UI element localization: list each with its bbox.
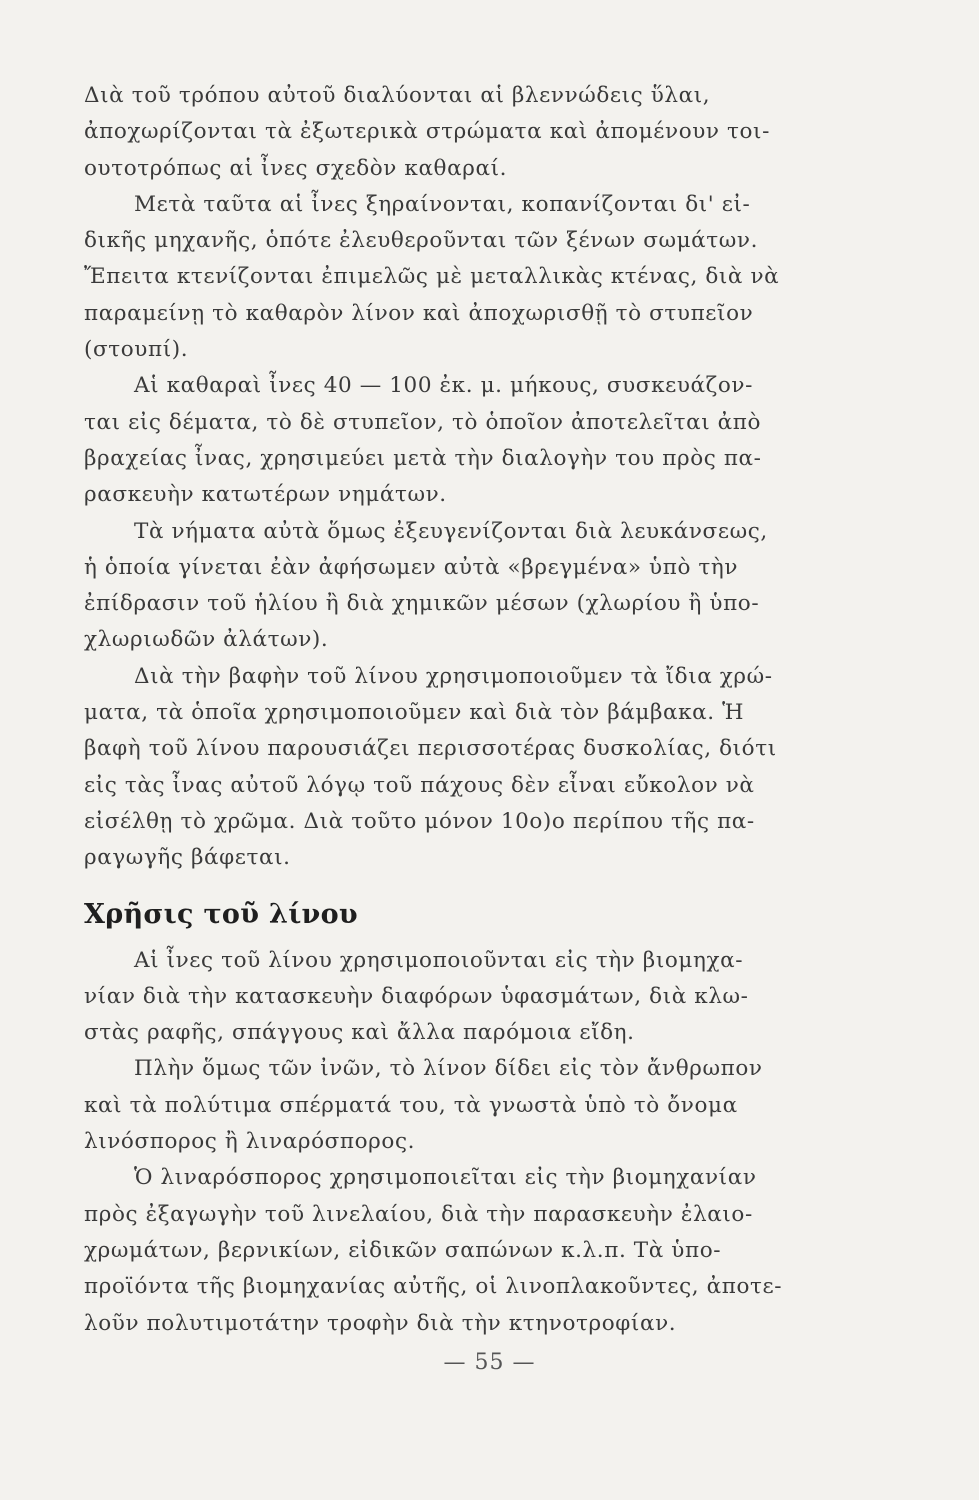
text-line: Ἔπειτα κτενίζονται ἐπιμελῶς μὲ μεταλλικὰς κτένας, διὰ νὰ	[84, 264, 780, 290]
paragraph-1	[84, 78, 844, 187]
text-line: χρωμάτων, βερνικίων, εἰδικῶν σαπώνων κ.λ.π. Τὰ ὑπο-	[84, 1237, 722, 1263]
text-line: Πλὴν ὅμως τῶν ἰνῶν, τὸ λίνον δίδει εἰς τὸν ἄνθρωπον	[134, 1056, 763, 1082]
paragraph-3	[84, 368, 844, 513]
text-line: Αἱ καθαραὶ ἶνες 40 — 100 ἐκ. μ. μήκους, συσκευάζον-	[134, 373, 753, 399]
text-line: στὰς ραφῆς, σπάγγους καὶ ἄλλα παρόμοια εἴδη.	[84, 1020, 635, 1046]
text-line: ραγωγῆς βάφεται.	[84, 845, 291, 871]
book-page	[84, 78, 844, 1342]
text-line: βαφὴ τοῦ λίνου παρουσιάζει περισσοτέρας δυσκολίας, διότι	[84, 736, 777, 762]
text-line: δικῆς μηχανῆς, ὁπότε ἐλευθεροῦνται τῶν ξένων σωμάτων.	[84, 228, 759, 254]
text-line: Διὰ τὴν βαφὴν τοῦ λίνου χρησιμοποιοῦμεν τὰ ἴδια χρώ-	[134, 663, 773, 689]
text-line: ματα, τὰ ὁποῖα χρησιμοποιοῦμεν καὶ διὰ τὸν βάμβακα. Ἡ	[84, 700, 745, 726]
paragraph-6	[84, 943, 844, 1052]
paragraph-8	[84, 1160, 844, 1341]
paragraph-7	[84, 1051, 844, 1160]
text-line: εἰσέλθῃ τὸ χρῶμα. Διὰ τοῦτο μόνον 10ο)ο περίπου τῆς πα-	[84, 808, 755, 834]
text-line: ἡ ὁποία γίνεται ἐὰν ἀφήσωμεν αὐτὰ «βρεγμένα» ὑπὸ τὴν	[84, 554, 739, 580]
text-line: ἐπίδρασιν τοῦ ἡλίου ἢ διὰ χημικῶν μέσων (χλωρίου ἢ ὑπο-	[84, 591, 760, 617]
text-line: Τὰ νήματα αὐτὰ ὅμως ἐξευγενίζονται διὰ λευκάνσεως,	[134, 518, 768, 544]
paragraph-2	[84, 187, 844, 368]
text-line: Μετὰ ταῦτα αἱ ἶνες ξηραίνονται, κοπανίζονται δι' εἰ-	[134, 191, 751, 217]
section-heading: Χρῆσις τοῦ λίνου	[84, 898, 358, 930]
text-line: νίαν διὰ τὴν κατασκευὴν διαφόρων ὑφασμάτων, διὰ κλω-	[84, 983, 749, 1009]
text-line: Αἱ ἶνες τοῦ λίνου χρησιμοποιοῦνται εἰς τὴν βιομηχα-	[134, 947, 744, 973]
text-line: Διὰ τοῦ τρόπου αὐτοῦ διαλύονται αἱ βλεννώδεις ὕλαι,	[84, 83, 711, 108]
text-line: χλωριωδῶν ἀλάτων).	[84, 627, 329, 653]
paragraph-4	[84, 514, 844, 659]
text-line: προϊόντα τῆς βιομηχανίας αὐτῆς, οἱ λινοπλακοῦντες, ἀποτε-	[84, 1274, 783, 1300]
page-number: — 55 —	[443, 1350, 536, 1375]
text-line: βραχείας ἶνας, χρησιμεύει μετὰ τὴν διαλογὴν του πρὸς πα-	[84, 445, 762, 471]
text-line: λοῦν πολυτιμοτάτην τροφὴν διὰ τὴν κτηνοτροφίαν.	[84, 1310, 677, 1336]
text-line: καὶ τὰ πολύτιμα σπέρματά του, τὰ γνωστὰ ὑπὸ τὸ ὄνομα	[84, 1092, 738, 1118]
text-line: ρασκευὴν κατωτέρων νημάτων.	[84, 482, 447, 508]
text-line: λινόσπορος ἢ λιναρόσπορος.	[84, 1129, 416, 1155]
text-line: ουτοτρόπως αἱ ἶνες σχεδὸν καθαραί.	[84, 155, 508, 181]
text-line: ἀποχωρίζονται τὰ ἐξωτερικὰ στρώματα καὶ ἀπομένουν τοι-	[84, 119, 770, 145]
text-line: εἰς τὰς ἶνας αὐτοῦ λόγῳ τοῦ πάχους δὲν εἶναι εὔκολον νὰ	[84, 772, 755, 798]
text-line: (στουπί).	[84, 337, 189, 363]
text-line: ται εἰς δέματα, τὸ δὲ στυπεῖον, τὸ ὁποῖον ἀποτελεῖται ἀπὸ	[84, 409, 762, 435]
text-line: παραμείνῃ τὸ καθαρὸν λίνον καὶ ἀποχωρισθῇ τὸ στυπεῖον	[84, 300, 754, 326]
paragraph-5	[84, 659, 844, 877]
text-line: Ὁ λιναρόσπορος χρησιμοποιεῖται εἰς τὴν βιομηχανίαν	[134, 1165, 757, 1191]
text-line: πρὸς ἐξαγωγὴν τοῦ λινελαίου, διὰ τὴν παρασκευὴν ἐλαιο-	[84, 1201, 753, 1227]
